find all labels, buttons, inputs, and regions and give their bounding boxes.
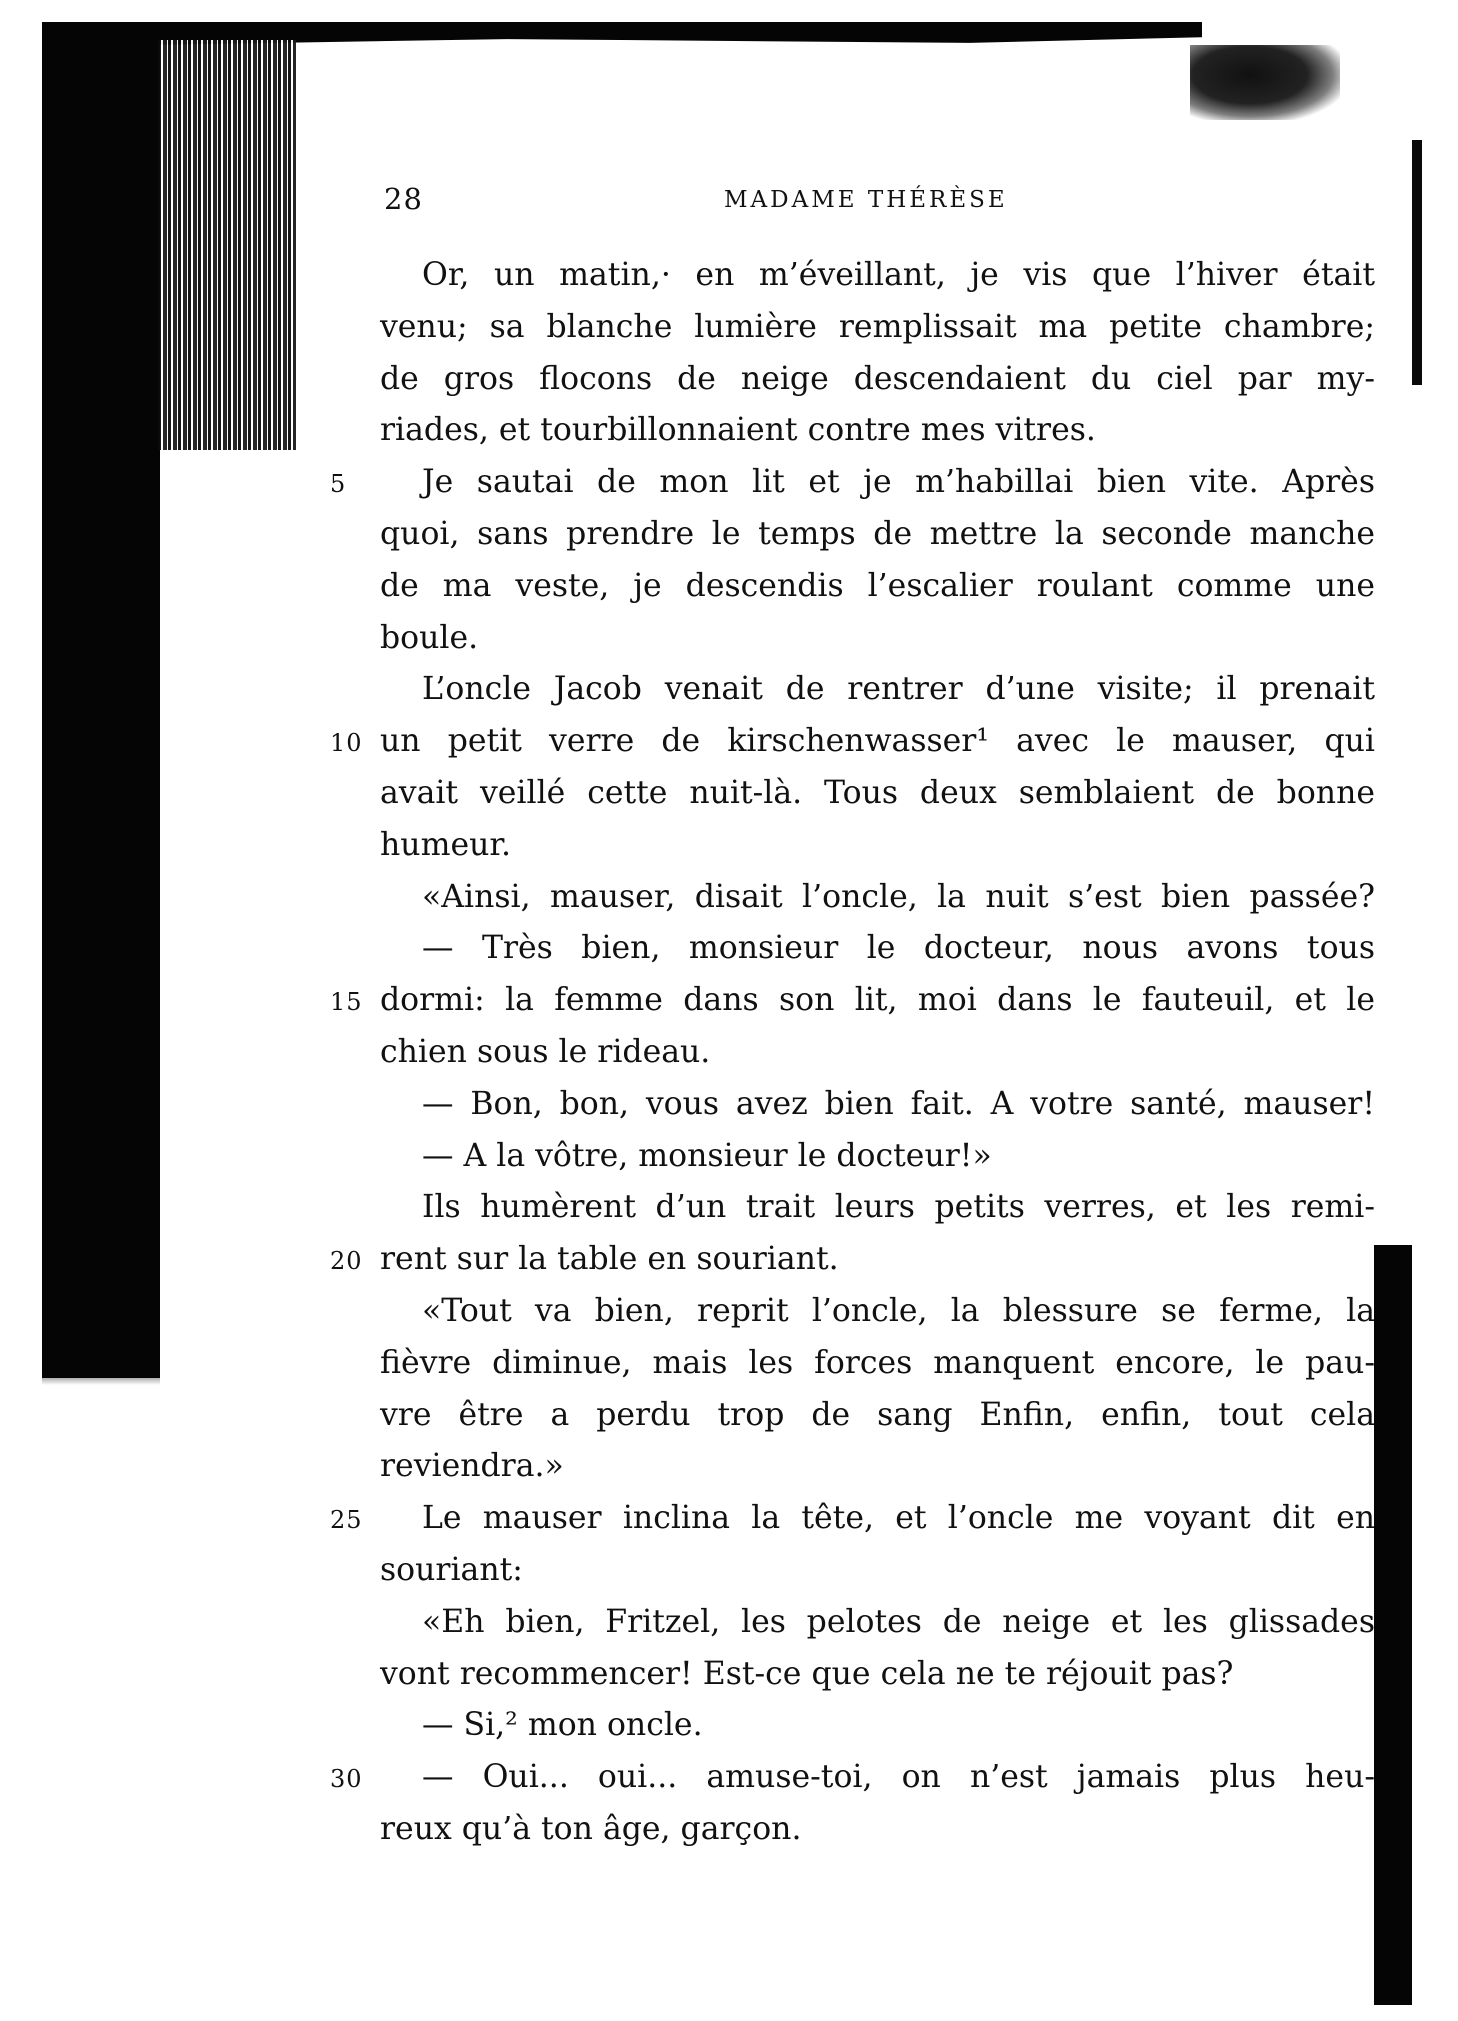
page-header [384, 182, 1034, 222]
text-line [380, 1804, 1375, 1856]
text-line [380, 1597, 1375, 1649]
text-line [380, 354, 1375, 406]
text-line [380, 872, 1375, 924]
text-line [380, 768, 1375, 820]
line-text: «Tout va bien, reprit l’oncle, la blessure se ferme, la [422, 1292, 1375, 1329]
line-text: vre être a perdu trop de sang Enfin, enfin, tout cela [380, 1396, 1375, 1433]
text-line [380, 405, 1375, 457]
text-line [380, 1390, 1375, 1442]
text-line [380, 1700, 1375, 1752]
line-text: «Ainsi, mauser, disait l’oncle, la nuit s’est bien passée? [422, 878, 1375, 915]
line-number: 25 [330, 1506, 363, 1535]
line-text: «Eh bien, Fritzel, les pelotes de neige et les glissades [422, 1603, 1375, 1640]
body-text [330, 250, 1375, 1856]
text-line [380, 1079, 1375, 1131]
text-line [330, 1234, 1375, 1286]
line-text: chien sous le rideau. [380, 1033, 711, 1070]
line-text: L’oncle Jacob venait de rentrer d’une visite; il prenait [422, 671, 1375, 708]
text-line [330, 975, 1375, 1027]
text-line [330, 1752, 1375, 1804]
line-text: — Bon, bon, vous avez bien fait. A votre santé, mauser! [422, 1085, 1375, 1122]
text-line [380, 250, 1375, 302]
text-line [380, 664, 1375, 716]
running-head: MADAME THÉRÈSE [724, 187, 1008, 213]
line-text: humeur. [380, 826, 511, 863]
line-number: 5 [330, 470, 347, 499]
scan-artifact-right-top [1412, 140, 1422, 385]
text-line [380, 302, 1375, 354]
line-text: — A la vôtre, monsieur le docteur!» [422, 1137, 992, 1174]
line-text: boule. [380, 619, 479, 656]
line-text: dormi: la femme dans son lit, moi dans le fauteuil, et le [380, 982, 1375, 1019]
text-line [380, 1286, 1375, 1338]
scan-artifact-left-edge [42, 28, 160, 1378]
text-line [380, 613, 1375, 665]
line-text: reux qu’à ton âge, garçon. [380, 1810, 802, 1847]
text-line [380, 561, 1375, 613]
text-line [380, 1182, 1375, 1234]
line-number: 20 [330, 1247, 363, 1276]
text-line [380, 1027, 1375, 1079]
line-text: — Oui... oui... amuse-toi, on n’est jamais plus heu- [422, 1759, 1375, 1796]
text-line [380, 1338, 1375, 1390]
scan-artifact-corner [1190, 45, 1340, 120]
text-line [380, 923, 1375, 975]
line-text: un petit verre de kirschenwasser¹ avec le mauser, qui [380, 723, 1375, 760]
line-number: 15 [330, 988, 363, 1017]
line-text: Ils humèrent d’un trait leurs petits verres, et les remi- [422, 1189, 1375, 1226]
text-line [380, 1649, 1375, 1701]
line-text: venu; sa blanche lumière remplissait ma petite chambre; [380, 308, 1375, 345]
line-text: fièvre diminue, mais les forces manquent encore, le pau- [380, 1344, 1375, 1381]
line-text: Le mauser inclina la tête, et l’oncle me voyant dit en [422, 1500, 1375, 1537]
line-number: 30 [330, 1765, 363, 1794]
text-line [380, 1131, 1375, 1183]
line-number: 10 [330, 729, 363, 758]
line-text: reviendra.» [380, 1448, 564, 1485]
text-line [330, 457, 1375, 509]
scan-artifact-right-bottom [1374, 1245, 1412, 2005]
text-line [380, 1545, 1375, 1597]
scan-artifact-left-streak [158, 40, 296, 450]
line-text: quoi, sans prendre le temps de mettre la seconde manche [380, 515, 1375, 552]
line-text: avait veillé cette nuit-là. Tous deux semblaient de bonne [380, 774, 1375, 811]
line-text: vont recommencer! Est-ce que cela ne te réjouit pas? [380, 1655, 1234, 1692]
text-line [380, 820, 1375, 872]
text-line [380, 509, 1375, 561]
line-text: — Si,² mon oncle. [422, 1707, 703, 1744]
line-text: de gros flocons de neige descendaient du ciel par my- [380, 360, 1375, 397]
line-text: de ma veste, je descendis l’escalier roulant comme une [380, 567, 1375, 604]
text-line [330, 1493, 1375, 1545]
scan-artifact-left-tail [42, 1330, 160, 1385]
line-text: — Très bien, monsieur le docteur, nous avons tous [422, 930, 1375, 967]
text-line [380, 1441, 1375, 1493]
line-text: Or, un matin,· en m’éveillant, je vis que l’hiver était [422, 257, 1375, 293]
line-text: Je sautai de mon lit et je m’habillai bien vite. Après [422, 464, 1375, 501]
line-text: riades, et tourbillonnaient contre mes vitres. [380, 412, 1096, 449]
text-line [330, 716, 1375, 768]
line-text: rent sur la table en souriant. [380, 1241, 839, 1278]
line-text: souriant: [380, 1551, 523, 1588]
page-number: 28 [384, 182, 423, 216]
